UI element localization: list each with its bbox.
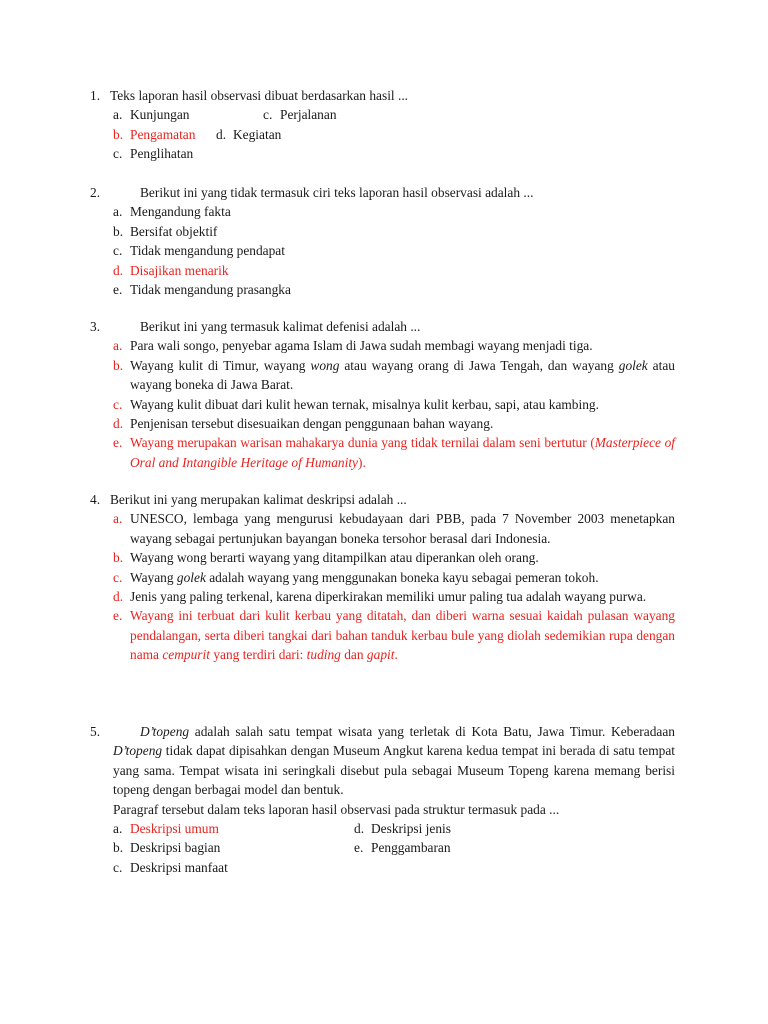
option-d	[90, 587, 675, 606]
option-text: Bersifat objektif	[130, 223, 218, 239]
option-e-answer	[90, 433, 675, 472]
question-4-stem	[90, 490, 675, 509]
option-label: a.	[113, 107, 123, 123]
passage-text: tidak dapat dipisahkan dengan Museum Angkut karena kedua tempat ini berada di satu tempat yang sama. Tempat wisata ini seringkali disebut pula sebagai Museum Topeng karena memang berisi topeng dengan berbagai model dan bentuk.	[113, 743, 675, 798]
option-label: a.	[113, 511, 123, 527]
option-label: b.	[113, 357, 124, 373]
question-2-stem	[90, 183, 675, 202]
option-label: e.	[113, 281, 123, 297]
option-label: d.	[216, 126, 227, 142]
option-d-answer	[90, 261, 675, 280]
option-label: c.	[113, 146, 123, 162]
option-text: Penjenisan tersebut disesuaikan dengan penggunaan bahan wayang.	[130, 415, 494, 431]
question-3-stem	[90, 317, 675, 336]
option-text: atau wayang boneka di Jawa Barat.	[130, 357, 675, 393]
option-text: adalah wayang yang menggunakan boneka kayu sebagai pemeran tokoh.	[205, 569, 599, 585]
option-text: Wayang wong berarti wayang yang ditampilkan atau diperankan oleh orang.	[130, 550, 539, 566]
option-c	[90, 568, 675, 587]
question-1	[90, 86, 675, 164]
option-text: Jenis yang paling terkenal, karena diperkirakan memiliki umur paling tua adalah wayang purwa.	[130, 588, 647, 604]
option-label: b.	[113, 840, 124, 856]
question-5-paragraph	[90, 722, 675, 800]
question-5	[90, 722, 675, 877]
question-number: 3.	[90, 319, 101, 334]
option-text-answer: Disajikan menarik	[130, 262, 229, 278]
option-row	[90, 858, 675, 877]
option-text-italic: wong	[310, 357, 340, 373]
option-text-answer: .	[394, 647, 398, 663]
option-text: Mengandung fakta	[130, 204, 231, 220]
option-e	[90, 280, 675, 299]
option-text-answer: Wayang merupakan warisan mahakarya dunia yang tidak ternilai dalam seni bertutur (	[130, 435, 595, 451]
option-text: Wayang kulit dibuat dari kulit hewan ternak, misalnya kulit kerbau, sapi, atau kambing.	[130, 396, 599, 412]
question-1-stem	[90, 86, 675, 105]
option-text: Penggambaran	[371, 840, 451, 856]
option-label: e.	[113, 608, 123, 624]
option-label: a.	[113, 821, 123, 837]
option-text: Deskripsi manfaat	[130, 859, 228, 875]
option-text-italic: cempurit	[162, 647, 210, 663]
option-label: d.	[354, 821, 365, 837]
option-label: c.	[113, 569, 123, 585]
question-5-passage	[90, 722, 675, 800]
question-4	[90, 490, 675, 665]
question-text: Paragraf tersebut dalam teks laporan hasil observasi pada struktur termasuk pada ...	[113, 801, 560, 817]
option-b	[90, 548, 675, 567]
option-label: d.	[113, 588, 124, 604]
option-text-answer: ).	[358, 454, 366, 470]
option-label: a.	[113, 204, 123, 220]
option-label: a.	[113, 338, 123, 354]
option-text-italic: golek	[618, 357, 648, 373]
option-row	[90, 838, 675, 857]
question-text: Teks laporan hasil observasi dibuat berdasarkan hasil ...	[110, 88, 409, 103]
option-label: d.	[113, 262, 124, 278]
option-text-answer: yang terdiri dari:	[209, 647, 307, 663]
passage-italic: D’topeng	[140, 724, 190, 739]
option-label: c.	[113, 396, 123, 412]
option-text-italic: Masterpiece of Oral and Intangible Heritage of Humanity	[130, 435, 675, 470]
option-text: Para wali songo, penyebar agama Islam di Jawa sudah membagi wayang menjadi tiga.	[130, 338, 593, 354]
option-d	[90, 414, 675, 433]
question-text: Berikut ini yang termasuk kalimat defenisi adalah ...	[140, 319, 421, 334]
option-text-italic: tuding	[306, 647, 341, 663]
question-number: 4.	[90, 492, 101, 507]
option-label: c.	[113, 859, 123, 875]
option-label: b.	[113, 223, 124, 239]
option-text: UNESCO, lembaga yang mengurusi kebudayaan dari PBB, pada 7 November 2003 menetapkan wayang sebagai pertunjukan bayangan boneka tersohor berasal dari Indonesia.	[130, 511, 675, 546]
option-text: atau wayang orang di Jawa Tengah, dan wayang	[339, 357, 619, 373]
option-text: Wayang	[130, 569, 177, 585]
option-label: c.	[113, 243, 123, 259]
option-label: c.	[263, 107, 273, 123]
question-3	[90, 317, 675, 472]
option-e-answer	[90, 606, 675, 664]
option-a	[90, 509, 675, 548]
option-text-italic: gapit	[366, 647, 395, 663]
option-text: Kegiatan	[233, 126, 282, 142]
option-b	[90, 222, 675, 241]
question-number: 2.	[90, 185, 101, 200]
question-text: Berikut ini yang tidak termasuk ciri teks laporan hasil observasi adalah ...	[140, 185, 534, 200]
option-a	[90, 336, 675, 355]
question-text: Berikut ini yang merupakan kalimat deskripsi adalah ...	[110, 492, 407, 507]
option-label: e.	[113, 435, 123, 451]
option-text-answer: Pengamatan	[130, 126, 196, 142]
question-2	[90, 183, 675, 299]
option-label: d.	[113, 415, 124, 431]
option-c	[90, 395, 675, 414]
option-text-answer: Deskripsi umum	[130, 821, 219, 837]
option-text: Kunjungan	[130, 107, 190, 123]
option-row-answer	[90, 125, 675, 144]
question-number: 1.	[90, 88, 101, 103]
option-c	[90, 241, 675, 260]
question-5-stem	[90, 800, 675, 819]
option-text: Wayang kulit di Timur, wayang	[130, 357, 311, 373]
option-text: Perjalanan	[280, 107, 337, 123]
option-text: Penglihatan	[130, 146, 194, 162]
option-text: Deskripsi jenis	[371, 821, 451, 837]
passage-text: adalah salah satu tempat wisata yang terletak di Kota Batu, Jawa Timur. Keberadaan	[189, 724, 675, 739]
option-row	[90, 144, 675, 163]
option-a	[90, 202, 675, 221]
option-text-answer: Wayang ini terbuat dari kulit kerbau yang ditatah, dan diberi warna sesuai kaidah pulasan wayang pendalangan, serta diberi tangkai dari bahan tanduk kerbau bule yang diolah sedemikian rupa dengan nama	[130, 608, 675, 663]
option-label: b.	[113, 550, 124, 566]
option-label: e.	[354, 840, 364, 856]
option-b	[90, 356, 675, 395]
option-label: b.	[113, 126, 124, 142]
question-number: 5.	[90, 724, 101, 739]
option-text: Tidak mengandung prasangka	[130, 281, 291, 297]
option-text: Tidak mengandung pendapat	[130, 243, 285, 259]
option-text-answer: dan	[340, 647, 367, 663]
option-text-italic: golek	[176, 569, 206, 585]
option-text: Deskripsi bagian	[130, 840, 221, 856]
option-row-answer	[90, 819, 675, 838]
option-row	[90, 105, 675, 124]
passage-italic: D’topeng	[113, 743, 163, 759]
